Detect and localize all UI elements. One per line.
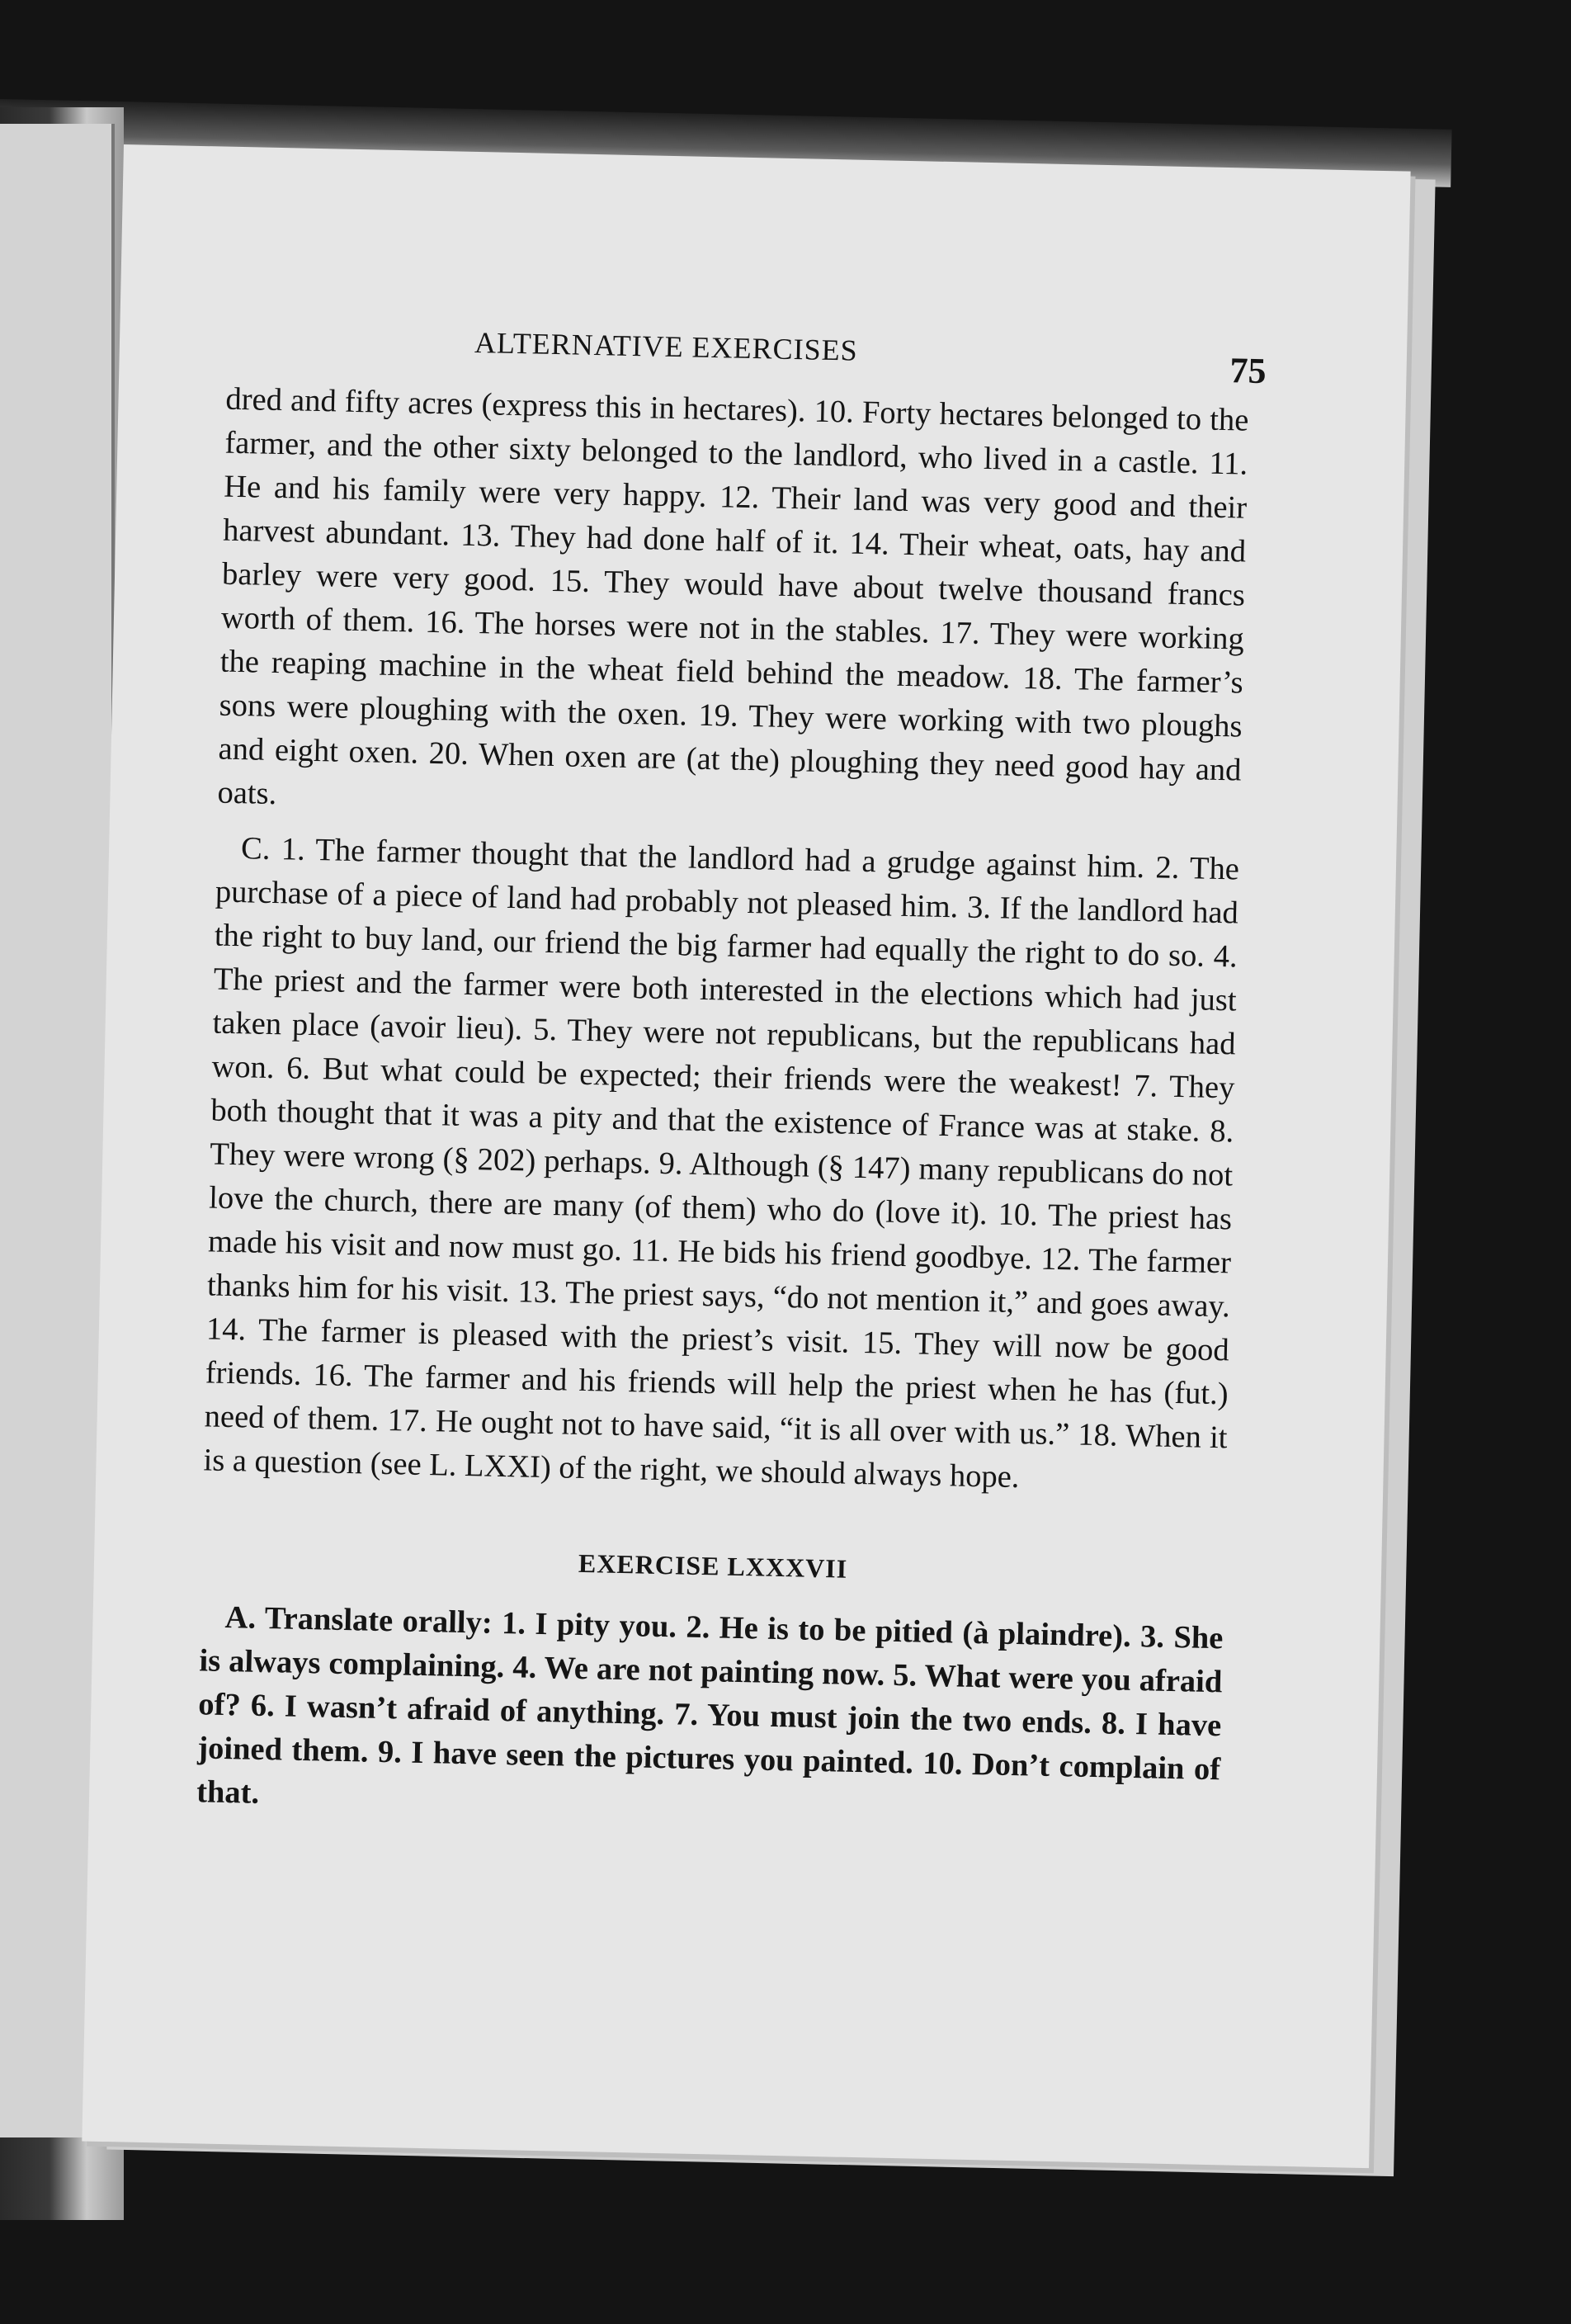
paragraph-b-continued: dred and fifty acres (express this in hectares). 10. Forty hectares belonged to the farmer, and the other sixty belonged to the landlord, who lived in a castle. 11. He and his family were very happy. 12. Their land was very good and their harvest abundant. 13. They had done half of it. 14. Their wheat, oats, hay and barley were very good. 15. They would have about twelve thousand francs worth of them. 16. The horses were not in the stables. 17. They were working the reaping machine in the wheat field behind the meadow. 18. The farmer’s sons were ploughing with the oxen. 19. They were working with two ploughs and eight oxen. 20. When oxen are (at the) ploughing they need good hay and oats. — [217, 381, 1249, 812]
paragraph-a-section: A. Translate orally: 1. I pity you. 2. He is to be pitied (à plaindre). 3. She is always complaining. 4. We are not painting now. 5. What were you afraid of? 6. I wasn’t afraid of anything. 7. You must join the two ends. 8. I have joined them. 9. I have seen the pictures you painted. 10. Don’t complain of that. — [196, 1599, 1224, 1811]
running-head: ALTERNATIVE EXERCISES — [474, 325, 859, 367]
page-text — [196, 320, 1267, 1836]
exercise-title: EXERCISE LXXXVII — [578, 1547, 848, 1584]
paragraph-c-section: C. 1. The farmer thought that the landlord had a grudge against him. 2. The purchase of a piece of land had probably not pleased him. 3. If the landlord had the right to buy land, our friend the big farmer had equally the right to do so. 4. The priest and the farmer were both interested in the elections which had just taken place (avoir lieu). 5. They were not republicans, but the republicans had won. 6. But what could be expected; their friends were the weakest! 7. They both thought that it was a pity and that the existence of France was at stake. 8. They were wrong (§ 202) perhaps. 9. Although (§ 147) many republicans do not love the church, there are many (of them) who do (love it). 10. The priest has made his visit and now must go. 11. He bids his friend goodbye. 12. The farmer thanks him for his visit. 13. The priest says, “do not mention it,” and goes away. 14. The farmer is pleased with the priest’s visit. 15. They will now be good friends. 16. The farmer and his friends will help the priest when he has (fut.) need of them. 17. He ought not to have said, “it is all over with us.” 18. When it is a question (see L. LXXI) of the right, we should always hope. — [203, 831, 1240, 1495]
book-page — [82, 144, 1410, 2168]
page-number: 75 — [1229, 350, 1267, 392]
